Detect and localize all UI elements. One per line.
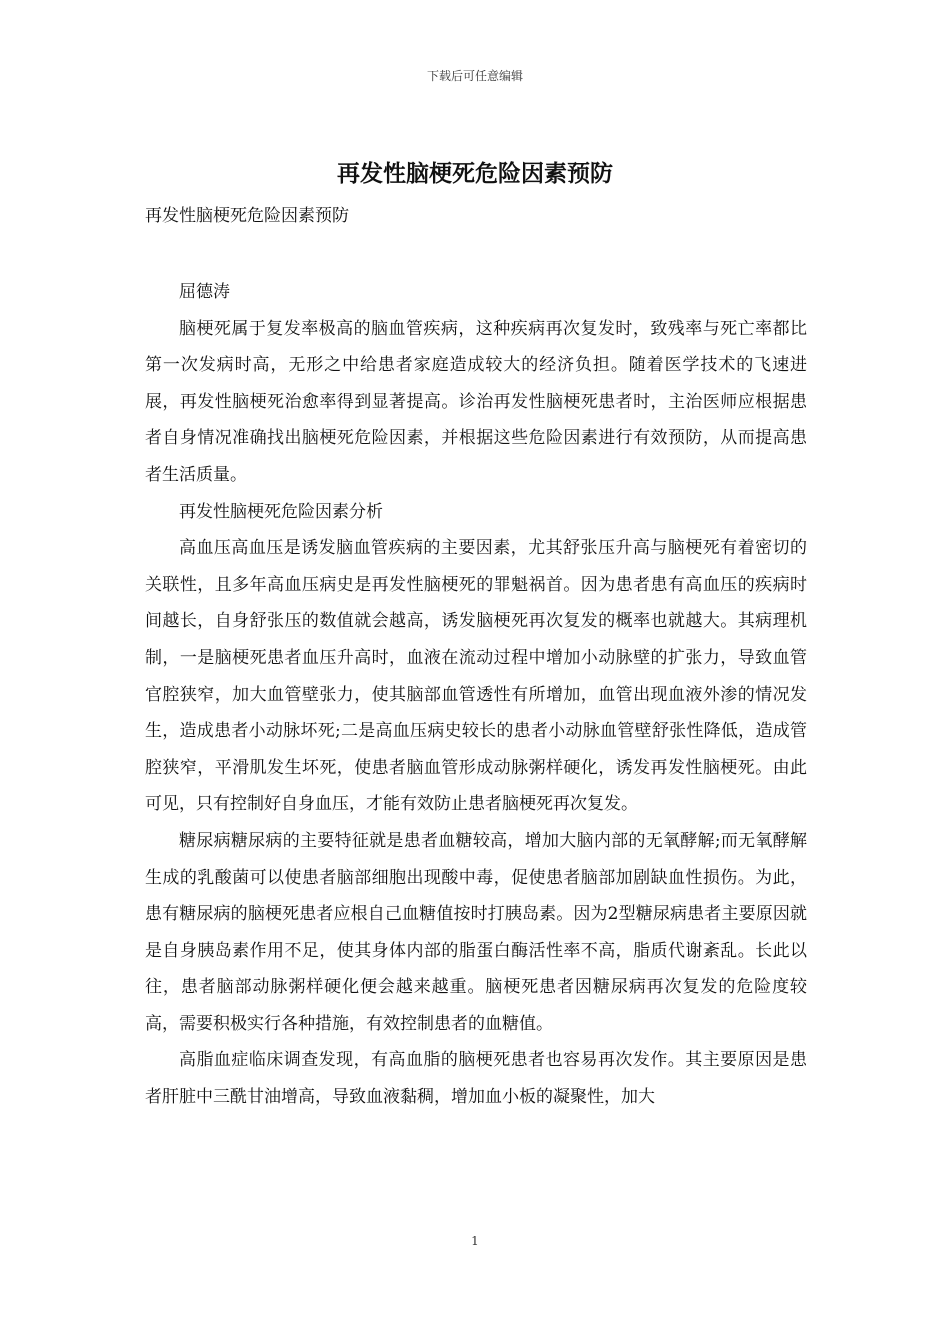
- hypertension-paragraph: 高血压高血压是诱发脑血管疾病的主要因素，尤其舒张压升高与脑梗死有着密切的关联性，且多年高血压病史是再发性脑梗死的罪魁祸首。因为患者患有高血压的疾病时间越长，自身舒张压的数值就会越高，诱发脑梗死再次复发的概率也就越大。其病理机制，一是脑梗死患者血压升高时，血液在流动过程中增加小动脉壁的扩张力，导致血管官腔狭窄，加大血管壁张力，使其脑部血管透性有所增加，血管出现血液外渗的情况发生，造成患者小动脉坏死;二是高血压病史较长的患者小动脉血管壁舒张性降低，造成管腔狭窄，平滑肌发生坏死，使患者脑血管形成动脉粥样硬化，诱发再发性脑梗死。由此可见，只有控制好自身血压，才能有效防止患者脑梗死再次复发。: [145, 538, 807, 815]
- document-subtitle: 再发性脑梗死危险因素预防: [145, 206, 349, 226]
- hyperlipidemia-paragraph: 高脂血症临床调查发现，有高血脂的脑梗死患者也容易再次发作。其主要原因是患者肝脏中三酰甘油增高，导致血液黏稠，增加血小板的凝聚性，加大: [145, 1050, 807, 1108]
- diabetes-paragraph: 糖尿病糖尿病的主要特征就是患者血糖较高，增加大脑内部的无氧酵解;而无氧酵解生成的乳酸菌可以使患者脑部细胞出现酸中毒，促使患者脑部加剧缺血性损伤。为此，患有糖尿病的脑梗死患者应根自己血糖值按时打胰岛素。因为2型糖尿病患者主要原因就是自身胰岛素作用不足，使其身体内部的脂蛋白酶活性率不高，脂质代谢紊乱。长此以往，患者脑部动脉粥样硬化便会越来越重。脑梗死患者因糖尿病再次复发的危险度较高，需要积极实行各种措施，有效控制患者的血糖值。: [145, 830, 807, 1034]
- document-body: [145, 274, 807, 1116]
- page-header-note: 下载后可任意编辑: [426, 69, 523, 83]
- author-line: 屈德涛: [179, 282, 230, 302]
- page-number: 1: [471, 1234, 479, 1248]
- intro-paragraph: 脑梗死属于复发率极高的脑血管疾病，这种疾病再次复发时，致残率与死亡率都比第一次发病时高，无形之中给患者家庭造成较大的经济负担。随着医学技术的飞速进展，再发性脑梗死治愈率得到显著提高。诊治再发性脑梗死患者时，主治医师应根据患者自身情况准确找出脑梗死危险因素，并根据这些危险因素进行有效预防，从而提高患者生活质量。: [145, 318, 807, 485]
- document-title: 再发性脑梗死危险因素预防: [337, 160, 613, 187]
- section-heading: 再发性脑梗死危险因素分析: [179, 501, 383, 522]
